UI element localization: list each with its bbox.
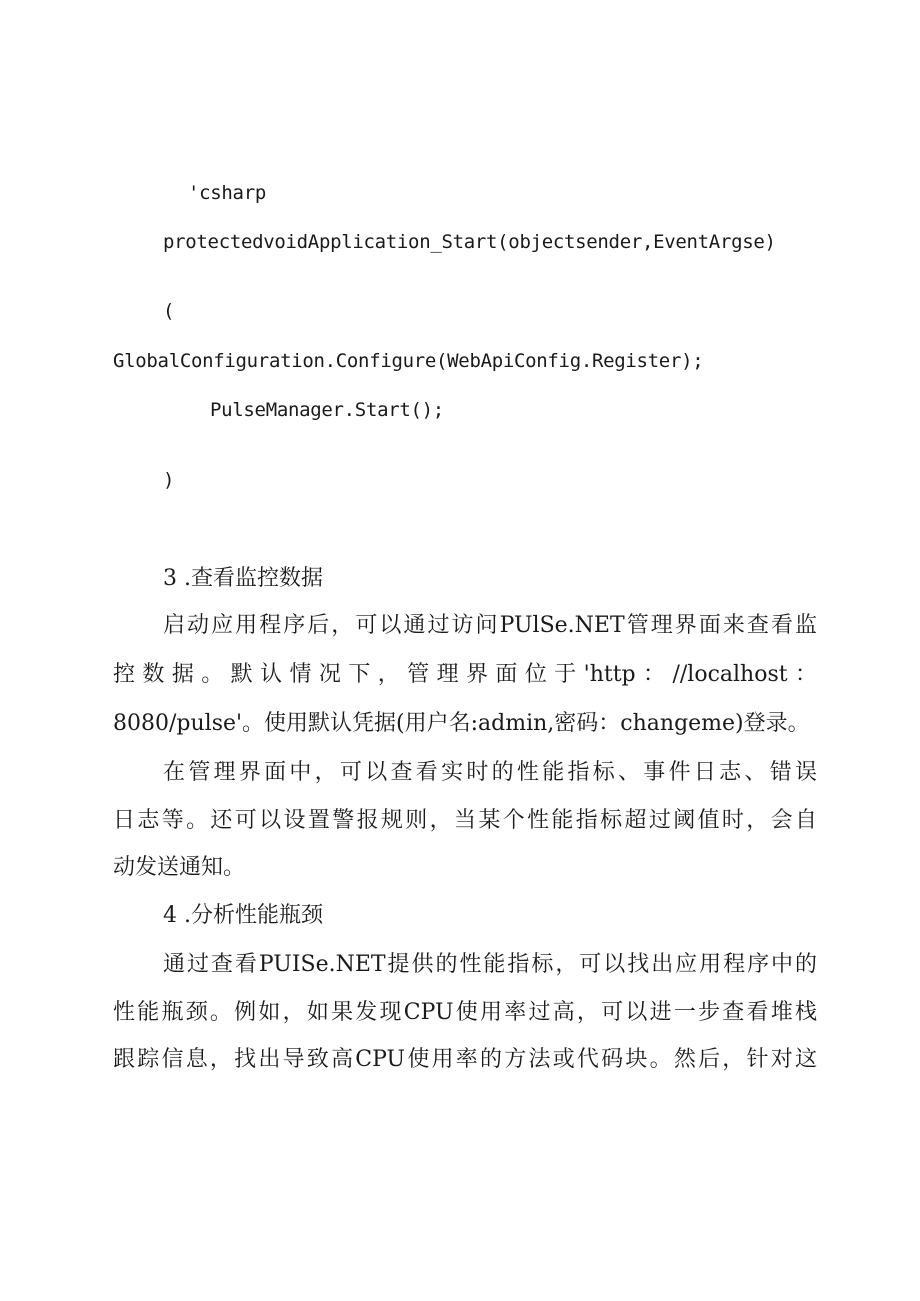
section4-heading: 4 .分析性能瓶颈 [163, 903, 323, 928]
section4-para1-line2: 性能瓶颈。例如，如果发现CPU使用率过高，可以进一步查看堆栈 [113, 1000, 817, 1025]
section4-para1-line1: 通过查看PUISe.NET提供的性能指标，可以找出应用程序中的 [163, 952, 817, 977]
code-close-brace: ) [163, 469, 175, 491]
code-line-configure: GlobalConfiguration.Configure(WebApiConfig.Register); [113, 350, 704, 372]
section3-para1-line1: 启动应用程序后，可以通过访问PUlSe.NET管理界面来查看监 [163, 613, 817, 638]
section4-para1-line3: 跟踪信息，找出导致高CPU使用率的方法或代码块。然后，针对这 [113, 1047, 817, 1072]
code-signature: protectedvoidApplication_Start(objectsender,EventArgse) [163, 231, 776, 253]
code-line-pulse-start: PulseManager.Start(); [210, 399, 444, 421]
section3-para1-line2: 控数据。默认情况下，管理界面位于'http：//localhost： [113, 662, 817, 687]
section3-para2-line3: 动发送通知。 [113, 855, 246, 880]
section3-para2-line1: 在管理界面中，可以查看实时的性能指标、事件日志、错误 [163, 760, 817, 785]
section3-para1-line3: 8080/pulse'。使用默认凭据(用户名:admin,密码：changeme)登录。 [113, 711, 810, 736]
section3-heading: 3 .查看监控数据 [163, 566, 323, 591]
code-open-brace: ( [163, 300, 175, 322]
section3-para2-line2: 日志等。还可以设置警报规则，当某个性能指标超过阈值时，会自 [113, 808, 817, 833]
code-fence: 'csharp [188, 182, 266, 204]
